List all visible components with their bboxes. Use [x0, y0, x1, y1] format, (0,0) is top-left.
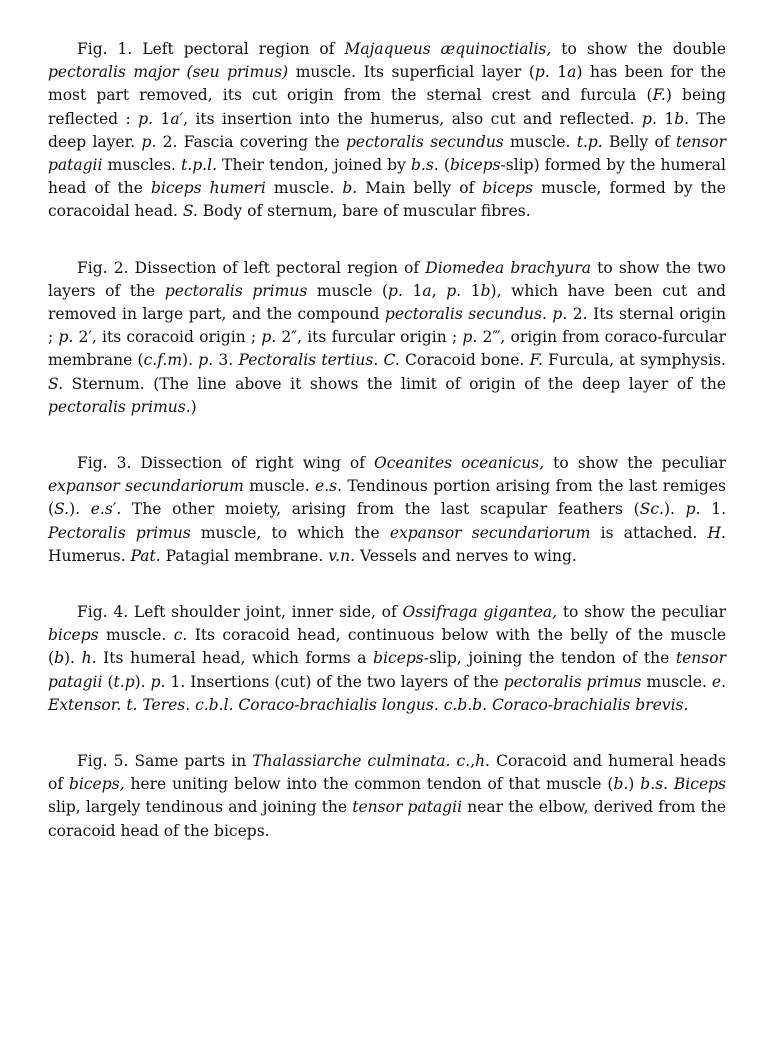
caption-text-segment: p. [138, 109, 154, 128]
caption-text-segment: 1. [700, 500, 726, 519]
caption-text-segment: 2′, its coracoid origin ; [73, 328, 262, 347]
caption-text-segment: biceps [482, 179, 534, 198]
caption-text-segment: Their tendon, joined by [217, 156, 411, 175]
caption-text-segment: muscle. [641, 672, 712, 691]
caption-text-segment: p. [446, 281, 462, 300]
caption-text-segment: b [480, 281, 491, 300]
caption-text-segment: muscle. [243, 477, 316, 496]
caption-text-segment: Thalassiarche culminata. [252, 752, 451, 771]
caption-text-segment: biceps, [68, 775, 125, 794]
caption-text-segment: F. [652, 86, 666, 105]
caption-text-segment: C. [383, 351, 400, 370]
figure-1-caption [48, 38, 726, 224]
caption-text-segment: c.f.m [143, 351, 183, 370]
caption-text-segment: ) [628, 775, 641, 794]
caption-text-segment: p. [534, 63, 550, 82]
caption-text-segment: ). [663, 500, 686, 519]
caption-text-segment: 1 [461, 281, 481, 300]
caption-text-segment: p. [462, 328, 478, 347]
caption-text-segment: Furcula, at symphysis. [542, 351, 726, 370]
caption-text-segment: is attached. [590, 523, 708, 542]
caption-text-segment: Fig. 2. Dissection of left pectoral region of [77, 258, 426, 277]
caption-text-segment: F. [529, 351, 543, 370]
caption-text-segment: Vessels and nerves to wing. [355, 546, 577, 565]
caption-text-segment: Ossifraga gigantea, [402, 603, 558, 622]
caption-text-segment: tensor patagii [48, 649, 726, 691]
caption-text-segment: muscles. [102, 156, 182, 175]
caption-text-segment: Patagial membrane. [160, 546, 329, 565]
caption-text-segment: p. [150, 672, 166, 691]
caption-text-segment: Pectoralis tertius. [238, 351, 379, 370]
caption-text-segment: Tendinous portion arising from the last remiges ( [48, 477, 726, 519]
caption-text-segment: Its humeral head, which forms a [96, 649, 374, 668]
caption-text-segment: Diomedea brachyura [425, 258, 591, 277]
caption-text-segment: slip, largely tendinous and joining the [48, 798, 353, 817]
caption-text-segment: t. [126, 695, 138, 714]
caption-text-segment: S. [54, 500, 70, 519]
caption-text-segment: t.p [113, 672, 135, 691]
figure-4-caption [48, 601, 726, 717]
caption-text-segment: c.,h. [456, 752, 490, 771]
caption-text-segment: . The deep layer. [48, 109, 726, 151]
caption-text-segment: c.b.l. [195, 695, 234, 714]
caption-text-segment: muscle. [265, 179, 343, 198]
caption-text-segment: -slip, joining the tendon of the [423, 649, 676, 668]
caption-text-segment: ( [438, 156, 450, 175]
caption-text-segment: 2. Fascia covering the [156, 132, 346, 151]
caption-text-segment: p. [198, 351, 214, 370]
caption-text-segment: Majaqueus æquinoctialis, [344, 40, 552, 58]
caption-text-segment: t.p.l. [181, 156, 217, 175]
caption-text-segment: , [431, 281, 447, 300]
caption-text-segment: 1. Insertions (cut) of the two layers of the [165, 672, 504, 691]
caption-text-segment: p. [261, 328, 277, 347]
caption-text-segment: Coraco-brachialis longus. [238, 695, 439, 714]
caption-text-segment: here uniting below into the common tendon of that muscle ( [124, 775, 614, 794]
caption-text-segment: pectoralis primus [503, 672, 642, 691]
caption-text-segment: v.n. [328, 546, 356, 565]
caption-text-segment: biceps humeri [150, 179, 266, 198]
caption-text-segment: c. [173, 626, 188, 645]
caption-text-segment: ), which have been cut and removed in large part, and the compound [48, 281, 726, 324]
caption-text-segment: S. [182, 202, 198, 221]
caption-text-segment: -slip) formed by the humeral head of the [48, 156, 726, 198]
caption-text-segment: to show the peculiar [557, 603, 726, 622]
caption-text-segment: pectoralis primus [164, 281, 308, 300]
caption-text-segment: pectoralis secundus. [384, 305, 547, 324]
caption-text-segment: pectoralis secundus [345, 132, 504, 151]
caption-text-segment: b [674, 109, 685, 128]
caption-text-segment: b.s. [411, 156, 439, 175]
caption-text-segment: b. [613, 775, 629, 794]
caption-text-segment: 2‴, origin from coraco-furcular membrane ( [48, 328, 726, 370]
plate-explanation [48, 38, 726, 876]
caption-text-segment: Pat. [130, 546, 161, 565]
caption-text-segment: p. [685, 500, 701, 519]
caption-text-segment: Coracoid and humeral heads of [48, 752, 726, 794]
caption-text-segment: 2″, its furcular origin ; [276, 328, 463, 347]
caption-text-segment: ). [182, 351, 199, 370]
figure-5-caption [48, 750, 726, 843]
caption-text-segment: expansor secundariorum [48, 477, 244, 496]
caption-text-segment: b. [342, 179, 358, 198]
caption-text-segment: ) being reflected : [48, 86, 726, 128]
caption-text-segment: 1 [549, 63, 568, 82]
caption-text-segment: 1 [153, 109, 171, 128]
caption-text-segment: ) [190, 397, 197, 416]
caption-text-segment: e. [711, 672, 726, 691]
caption-text-segment: muscle, to which the [190, 523, 390, 542]
caption-text-segment: Fig. 5. Same parts in [77, 752, 253, 771]
caption-text-segment: pectoralis major (seu primus) [48, 63, 289, 82]
caption-text-segment: 1 [656, 109, 675, 128]
caption-text-segment: Fig. 1. Left pectoral region of [77, 40, 345, 58]
caption-text-segment: Biceps [673, 775, 726, 794]
caption-text-segment: Coraco-brachialis brevis. [491, 695, 689, 714]
caption-text-segment: t.p. [576, 132, 603, 151]
caption-text-segment: ). [69, 500, 91, 519]
caption-text-segment: e.s′. [90, 500, 122, 519]
caption-text-segment: S. [48, 374, 63, 393]
caption-text-segment: p. [58, 328, 74, 347]
caption-text-segment: h. [81, 649, 97, 668]
caption-text-segment: ) has been for the most part removed, its cut origin from the sternal crest and furcula ( [48, 63, 727, 105]
caption-text-segment: c.b.b. [443, 695, 488, 714]
caption-text-segment: muscle. Its superficial layer ( [288, 63, 535, 82]
caption-text-segment: 3. [213, 351, 239, 370]
caption-text-segment: expansor secundariorum [389, 523, 591, 542]
caption-text-segment: ). [64, 649, 82, 668]
caption-text-segment: Sternum. (The line above it shows the limit of origin of the deep layer of the [63, 374, 726, 393]
caption-text-segment: p. [552, 305, 568, 324]
caption-text-segment: , its insertion into the humerus, also cut and reflected. [183, 109, 643, 128]
caption-text-segment: to show the two layers of the [48, 258, 726, 300]
caption-text-segment: H. [707, 523, 726, 542]
caption-text-segment: Fig. 3. Dissection of right wing of [77, 454, 375, 473]
caption-text-segment: p. [141, 132, 157, 151]
caption-text-segment: Humerus. [48, 546, 131, 565]
caption-text-segment: near the elbow, derived from the coracoid head of the biceps. [48, 798, 726, 840]
caption-text-segment: p. [388, 281, 403, 300]
caption-text-segment: Its coracoid head, continuous below with the belly of the muscle ( [48, 626, 726, 668]
caption-text-segment: biceps [373, 649, 424, 668]
caption-text-segment: Oceanites oceanicus, [374, 454, 545, 473]
caption-text-segment: Teres. [142, 695, 191, 714]
caption-text-segment: muscle. [98, 626, 174, 645]
caption-text-segment: Coracoid bone. [399, 351, 530, 370]
caption-text-segment: pectoralis primus. [48, 397, 191, 416]
caption-text-segment: muscle, formed by the coracoidal head. [48, 179, 726, 221]
caption-text-segment: a [422, 281, 432, 300]
caption-text-segment: p. [642, 109, 657, 128]
caption-text-segment: muscle ( [307, 281, 389, 300]
caption-text-segment: tensor patagii [48, 132, 726, 175]
caption-text-segment: ( [102, 672, 114, 691]
caption-text-segment: b [54, 649, 64, 668]
caption-text-segment: e.s. [315, 477, 343, 496]
caption-text-segment: tensor patagii [352, 798, 463, 817]
caption-text-segment: Fig. 4. Left shoulder joint, inner side, of [77, 603, 403, 622]
caption-text-segment: The other moiety, arising from the last scapular feathers ( [121, 500, 640, 519]
caption-text-segment: ). [134, 672, 151, 691]
caption-text-segment: Extensor. [48, 695, 122, 714]
caption-text-segment: Body of sternum, bare of muscular fibres. [197, 202, 531, 221]
caption-text-segment: a′ [170, 109, 184, 128]
caption-text-segment: biceps [449, 156, 501, 175]
caption-text-segment: Pectoralis primus [48, 523, 191, 542]
caption-text-segment: 1 [402, 281, 423, 300]
caption-text-segment: a [567, 63, 577, 82]
caption-text-segment: b.s. [640, 775, 668, 794]
caption-text-segment: to show the peculiar [544, 454, 727, 473]
caption-text-segment: to show the double [551, 40, 727, 58]
caption-text-segment: Main belly of [357, 179, 483, 198]
figure-2-caption [48, 257, 726, 419]
caption-text-segment: 2. Its sternal origin ; [48, 305, 726, 347]
caption-text-segment: Sc. [639, 500, 664, 519]
caption-text-segment: Belly of [602, 132, 676, 151]
caption-text-segment: biceps [48, 626, 99, 645]
figure-3-caption [48, 452, 726, 568]
caption-text-segment: muscle. [503, 132, 577, 151]
